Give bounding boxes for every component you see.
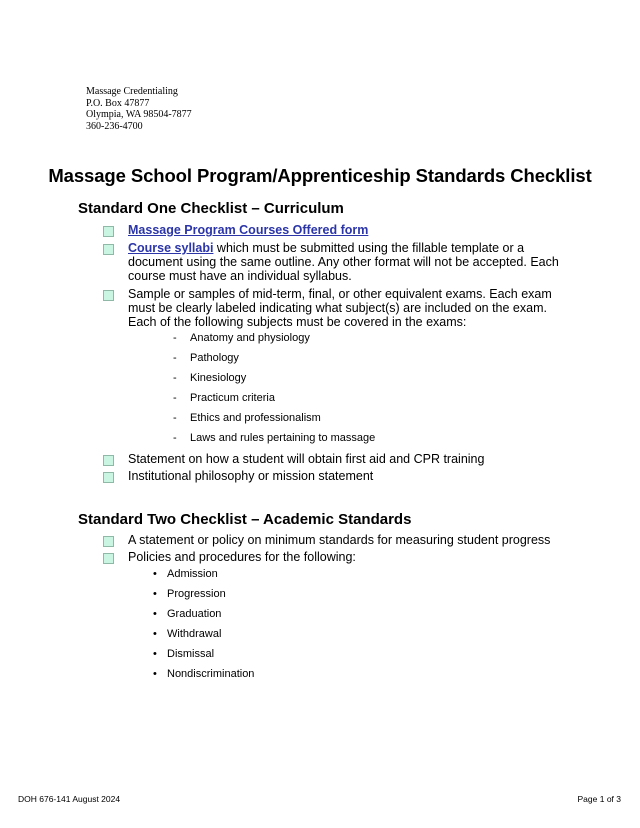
item-student-progress: A statement or policy on minimum standards for measuring student progress bbox=[128, 533, 551, 547]
checkbox-course-syllabi[interactable] bbox=[103, 244, 114, 255]
footer-form-id: DOH 676-141 August 2024 bbox=[18, 794, 121, 804]
checkbox-policies[interactable] bbox=[103, 553, 114, 564]
address-block bbox=[86, 86, 192, 132]
checkbox-student-progress[interactable] bbox=[103, 536, 114, 547]
checkbox-sample-exams[interactable] bbox=[103, 290, 114, 301]
item-sample-exams: Sample or samples of mid-term, final, or other equivalent exams. Each exam must be clearly labeled indicating what subject(s) are included on the exam. Each of the following subjects must be covered in the exams: bbox=[128, 287, 552, 329]
item-policies: Policies and procedures for the following: bbox=[128, 550, 356, 564]
item-courses-offered bbox=[128, 223, 578, 237]
checkbox-first-aid-cpr[interactable] bbox=[103, 455, 114, 466]
checkbox-courses-offered[interactable] bbox=[103, 226, 114, 237]
course-syllabi-link[interactable]: Course syllabi bbox=[128, 241, 214, 255]
checkbox-mission-statement[interactable] bbox=[103, 472, 114, 483]
footer-page-number: Page 1 of 3 bbox=[577, 794, 621, 804]
courses-offered-link[interactable]: Massage Program Courses Offered form bbox=[128, 223, 369, 237]
address-phone: 360-236-4700 bbox=[86, 120, 143, 132]
item-course-syllabi bbox=[128, 241, 578, 283]
item-mission-statement: Institutional philosophy or mission statement bbox=[128, 469, 374, 483]
section-two-heading: Standard Two Checklist – Academic Standards bbox=[78, 511, 412, 528]
item-first-aid-cpr: Statement on how a student will obtain first aid and CPR training bbox=[128, 452, 485, 466]
address-city: Olympia, WA 98504-7877 bbox=[86, 109, 192, 121]
section-one-heading: Standard One Checklist – Curriculum bbox=[78, 200, 344, 217]
course-syllabi-text: which must be submitted using the fillable template or a document using the same outline. Any other format will not be accepted. Each course must have an individual syllabus. bbox=[128, 241, 559, 283]
address-org: Massage Credentialing bbox=[86, 86, 178, 97]
address-po-box: P.O. Box 47877 bbox=[86, 97, 150, 109]
document-title: Massage School Program/Apprenticeship Standards Checklist bbox=[48, 165, 592, 186]
